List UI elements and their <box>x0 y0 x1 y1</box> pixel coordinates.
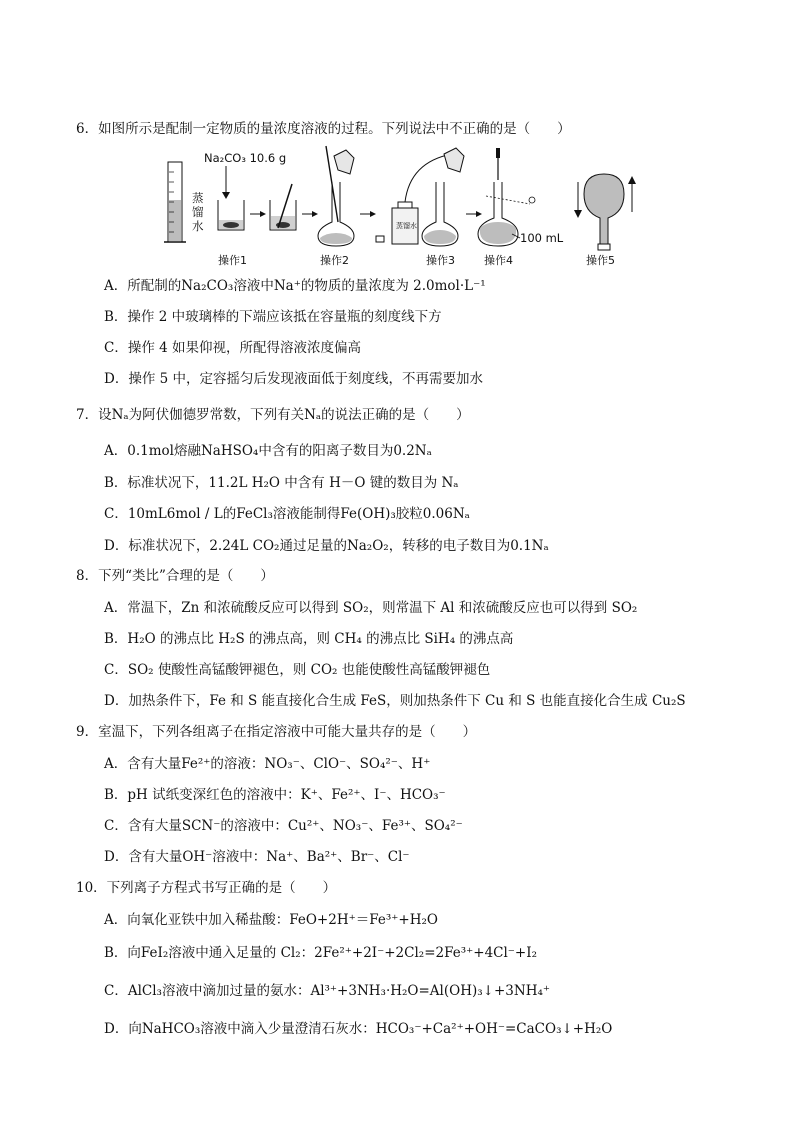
question-7-stem: 7．设Nₐ为阿伏伽德罗常数，下列有关Nₐ的说法正确的是（ ） <box>76 407 470 423</box>
beaker-icon <box>218 200 244 230</box>
dropper-icon <box>496 148 500 180</box>
q9-option-c: C．含有大量SCN⁻的溶液中：Cu²⁺、NO₃⁻、Fe³⁺、SO₄²⁻ <box>104 818 463 834</box>
step-label-5: 操作5 <box>586 254 615 267</box>
solution-preparation-figure <box>160 142 640 270</box>
q6-option-b: B．操作 2 中玻璃棒的下端应该抵在容量瓶的刻度线下方 <box>104 309 442 325</box>
lab-apparatus-diagram <box>160 142 640 270</box>
q8-option-d: D．加热条件下，Fe 和 S 能直接化合生成 FeS，则加热条件下 Cu 和 S 也能直接化合生成 Cu₂S <box>104 693 686 709</box>
q6-option-d: D．操作 5 中，定容摇匀后发现液面低于刻度线，不再需要加水 <box>104 371 483 387</box>
volumetric-flask-icon <box>318 146 354 246</box>
question-9-stem: 9．室温下，下列各组离子在指定溶液中可能大量共存的是（ ） <box>76 724 477 740</box>
measuring-cylinder-icon <box>164 162 186 242</box>
q6-option-c: C．操作 4 如果仰视，所配得溶液浓度偏高 <box>104 340 362 356</box>
solvent-label-1: 蒸 <box>192 191 204 205</box>
flask-volume-label: 100 mL <box>520 231 564 245</box>
q9-option-d: D．含有大量OH⁻溶液中：Na⁺、Ba²⁺、Br⁻、Cl⁻ <box>104 849 410 865</box>
solvent-label-2: 馏 <box>192 205 204 219</box>
q7-option-a: A．0.1mol熔融NaHSO₄中含有的阳离子数目为0.2Nₐ <box>104 443 432 459</box>
q7-option-b: B．标准状况下，11.2L H₂O 中含有 H－O 键的数目为 Nₐ <box>104 475 459 491</box>
q10-option-a: A．向氧化亚铁中加入稀盐酸：FeO+2H⁺＝Fe³⁺+H₂O <box>104 912 438 928</box>
q6-option-a: A．所配制的Na₂CO₃溶液中Na⁺的物质的量浓度为 2.0mol·L⁻¹ <box>104 278 486 294</box>
step-label-1: 操作1 <box>218 254 247 267</box>
reagent-label: Na₂CO₃ 10.6 g <box>204 151 287 165</box>
step-label-2: 操作2 <box>320 254 349 267</box>
q10-option-c: C．AlCl₃溶液中滴加过量的氨水：Al³⁺+3NH₃·H₂O=Al(OH)₃↓+3NH₄⁺ <box>104 983 551 999</box>
q10-option-d: D．向NaHCO₃溶液中滴入少量澄清石灰水：HCO₃⁻+Ca²⁺+OH⁻=CaCO₃↓+H₂O <box>104 1021 613 1037</box>
step-label-3: 操作3 <box>426 254 455 267</box>
question-6-stem: 6．如图所示是配制一定物质的量浓度溶液的过程。下列说法中不正确的是（ ） <box>76 121 571 137</box>
q7-option-d: D．标准状况下，2.24L CO₂通过足量的Na₂O₂，转移的电子数目为0.1Nₐ <box>104 538 549 554</box>
q8-option-b: B．H₂O 的沸点比 H₂S 的沸点高，则 CH₄ 的沸点比 SiH₄ 的沸点高 <box>104 631 514 647</box>
inverted-flask-icon <box>574 174 636 250</box>
solvent-label-3: 水 <box>192 219 204 233</box>
question-8-stem: 8．下列“类比”合理的是（ ） <box>76 568 274 584</box>
q7-option-c: C．10mL6mol / L的FeCl₃溶液能制得Fe(OH)₃胶粒0.06Nₐ <box>104 506 470 522</box>
q8-option-a: A．常温下，Zn 和浓硫酸反应可以得到 SO₂，则常温下 Al 和浓硫酸反应也可以得到 SO₂ <box>104 600 638 616</box>
wash-bottle-label: 蒸馏水 <box>396 222 417 230</box>
q10-option-b: B．向FeI₂溶液中通入足量的 Cl₂：2Fe²⁺+2I⁻+2Cl₂=2Fe³⁺+4Cl⁻+I₂ <box>104 945 537 961</box>
beaker-with-rod-icon <box>270 184 296 230</box>
step-label-4: 操作4 <box>484 254 513 267</box>
question-10-stem: 10．下列离子方程式书写正确的是（ ） <box>76 880 337 896</box>
q8-option-c: C．SO₂ 使酸性高锰酸钾褪色，则 CO₂ 也能使酸性高锰酸钾褪色 <box>104 662 491 678</box>
q9-option-a: A．含有大量Fe²⁺的溶液：NO₃⁻、ClO⁻、SO₄²⁻、H⁺ <box>104 756 431 772</box>
q9-option-b: B．pH 试纸变深红色的溶液中：K⁺、Fe²⁺、I⁻、HCO₃⁻ <box>104 787 446 803</box>
